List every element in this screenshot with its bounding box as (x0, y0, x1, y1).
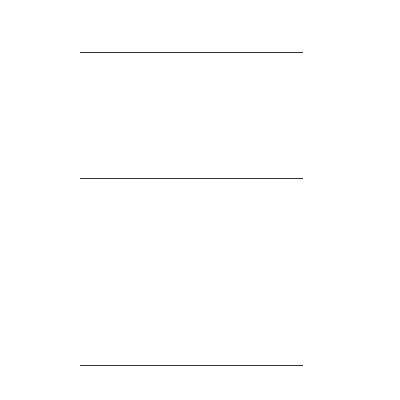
footer-rule (80, 365, 303, 366)
section-divider (80, 52, 303, 53)
section-divider (80, 178, 303, 179)
